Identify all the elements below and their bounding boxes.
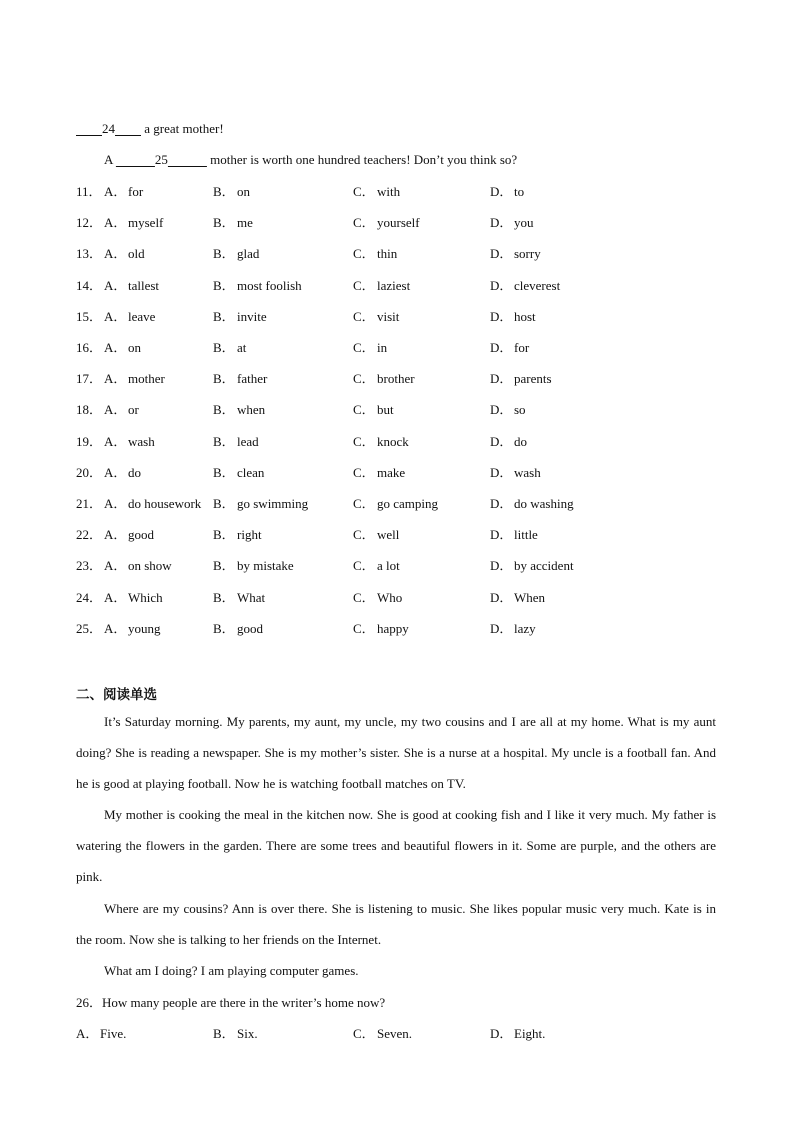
- option-a[interactable]: A． old: [104, 246, 145, 262]
- option-a[interactable]: A． good: [104, 527, 154, 543]
- option-c[interactable]: C． with: [353, 184, 401, 199]
- question-row: [76, 558, 716, 574]
- option-d[interactable]: D． parents: [490, 371, 552, 387]
- option-d[interactable]: D． by accident: [490, 558, 574, 574]
- option-b[interactable]: B． glad: [213, 246, 260, 262]
- option-d[interactable]: D． you: [490, 215, 534, 231]
- option-d[interactable]: D． to: [490, 184, 525, 199]
- option-d[interactable]: D． for: [490, 340, 530, 355]
- question-26-stem: 26．How many people are there in the writer’s home now?: [76, 995, 386, 1010]
- passage-paragraph-4: What am I doing? I am playing computer games.: [104, 963, 359, 978]
- question-number: 18．: [76, 402, 103, 418]
- option-c[interactable]: C． visit: [353, 308, 400, 324]
- question-row: [76, 246, 716, 262]
- option-b[interactable]: B． go swimming: [213, 496, 309, 511]
- question-number: 13．: [76, 246, 103, 262]
- question-row: [76, 496, 716, 512]
- option-c[interactable]: C． but: [353, 402, 394, 418]
- option-c[interactable]: C． brother: [353, 371, 415, 387]
- option-b[interactable]: B． father: [213, 371, 268, 387]
- option-c[interactable]: C． knock: [353, 433, 409, 449]
- option-a[interactable]: A． young: [104, 620, 161, 636]
- option-d[interactable]: D． so: [490, 402, 526, 418]
- option-d[interactable]: D． do washing: [490, 496, 574, 511]
- passage-paragraph-1: It’s Saturday morning. My parents, my aunt, my uncle, my two cousins and I are all at my home. What is my aunt doing? She is reading a newspaper. She is my mother’s sister. She is a nurse at a hospital. My uncle is a football fan. And he is good at playing football. Now he is watching football matches on TV.: [76, 714, 716, 791]
- option-b[interactable]: B． invite: [213, 308, 267, 324]
- passage-paragraph-3: Where are my cousins? Ann is over there. She is listening to music. She likes popular music very much. Kate is in the room. Now she is talking to her friends on the Internet.: [76, 901, 716, 947]
- blank-25: 25: [154, 152, 168, 167]
- question-number: 12．: [76, 215, 103, 231]
- option-c[interactable]: C． a lot: [353, 558, 400, 574]
- question-26-options: [76, 1026, 716, 1042]
- question-row: [76, 278, 716, 294]
- question-number: 25．: [76, 620, 103, 636]
- option-a[interactable]: A． wash: [104, 433, 155, 449]
- question-number: 23．: [76, 558, 103, 574]
- option-a[interactable]: A． or: [104, 402, 139, 418]
- option-b[interactable]: B． when: [213, 402, 266, 418]
- option-b[interactable]: B． on: [213, 184, 250, 199]
- option-b[interactable]: B． me: [213, 215, 253, 231]
- option-c[interactable]: C． yourself: [353, 215, 420, 231]
- option-d[interactable]: D． cleverest: [490, 277, 561, 293]
- blank-24: 24: [102, 121, 115, 136]
- option-c[interactable]: C． laziest: [353, 277, 411, 293]
- section-title: 二、阅读单选: [76, 687, 157, 703]
- question-row: [76, 621, 716, 637]
- option-a[interactable]: A． tallest: [104, 277, 160, 293]
- question-row: [76, 309, 716, 325]
- option-c[interactable]: C． make: [353, 464, 406, 480]
- option-d[interactable]: D． wash: [490, 464, 541, 480]
- option-a[interactable]: A． Which: [104, 589, 163, 605]
- option-a[interactable]: A． do: [104, 464, 141, 480]
- option-b[interactable]: B． good: [213, 620, 263, 636]
- option-b[interactable]: B． at: [213, 340, 247, 355]
- option-a[interactable]: A． on: [104, 340, 141, 355]
- option-d[interactable]: D． sorry: [490, 246, 541, 262]
- passage-paragraph-2: My mother is cooking the meal in the kitchen now. She is good at cooking fish and I like it very much. My father is watering the flowers in the garden. There are some trees and beautiful flowers in it. Some are purple, and the others are pink.: [76, 807, 716, 884]
- question-number: 22．: [76, 527, 103, 543]
- question-number: 17．: [76, 371, 103, 387]
- option-b[interactable]: B． by mistake: [213, 558, 294, 574]
- question-row: [76, 465, 716, 481]
- option-c[interactable]: C． happy: [353, 620, 409, 636]
- question-row: [76, 527, 716, 543]
- option-a[interactable]: A． myself: [104, 215, 164, 231]
- question-number: 19．: [76, 433, 103, 449]
- option-b[interactable]: B． clean: [213, 464, 265, 480]
- question-row: [76, 590, 716, 606]
- option-d[interactable]: D． Eight.: [490, 1026, 546, 1041]
- question-number: 11．: [76, 184, 102, 199]
- option-c[interactable]: C． in: [353, 340, 388, 355]
- option-a[interactable]: A． leave: [104, 308, 156, 324]
- option-b[interactable]: B． lead: [213, 433, 259, 449]
- option-c[interactable]: C． Who: [353, 589, 403, 605]
- option-c[interactable]: C． well: [353, 527, 400, 543]
- option-d[interactable]: D． host: [490, 308, 536, 324]
- option-a[interactable]: A． mother: [104, 371, 165, 387]
- question-number: 24．: [76, 589, 103, 605]
- option-d[interactable]: D． do: [490, 433, 527, 449]
- question-row: [76, 371, 716, 387]
- option-a[interactable]: A． on show: [104, 558, 172, 574]
- question-row: [76, 402, 716, 418]
- question-number: 14．: [76, 277, 103, 293]
- option-a[interactable]: A． Five.: [76, 1026, 127, 1041]
- question-number: 15．: [76, 308, 103, 324]
- question-number: 20．: [76, 464, 103, 480]
- question-row: [76, 340, 716, 356]
- option-c[interactable]: C． go camping: [353, 496, 439, 511]
- question-number: 21．: [76, 496, 103, 511]
- option-d[interactable]: D． lazy: [490, 620, 536, 636]
- option-d[interactable]: D． When: [490, 589, 546, 605]
- option-d[interactable]: D． little: [490, 527, 538, 543]
- option-c[interactable]: C． thin: [353, 246, 398, 262]
- question-row: [76, 434, 716, 450]
- option-b[interactable]: B． most foolish: [213, 277, 302, 293]
- question-number: 16．: [76, 340, 103, 355]
- option-c[interactable]: C． Seven.: [353, 1026, 413, 1041]
- cloze-line-25: A 25 mother is worth one hundred teachers! Don’t you think so?: [104, 152, 518, 167]
- cloze-line-24: 24 a great mother!: [76, 121, 224, 137]
- option-a[interactable]: A． for: [104, 184, 144, 199]
- question-row: [76, 184, 716, 200]
- question-row: [76, 215, 716, 231]
- option-b[interactable]: B． What: [213, 589, 266, 605]
- option-b[interactable]: B． right: [213, 527, 262, 543]
- option-b[interactable]: B． Six.: [213, 1026, 258, 1041]
- option-a[interactable]: A． do housework: [104, 496, 202, 511]
